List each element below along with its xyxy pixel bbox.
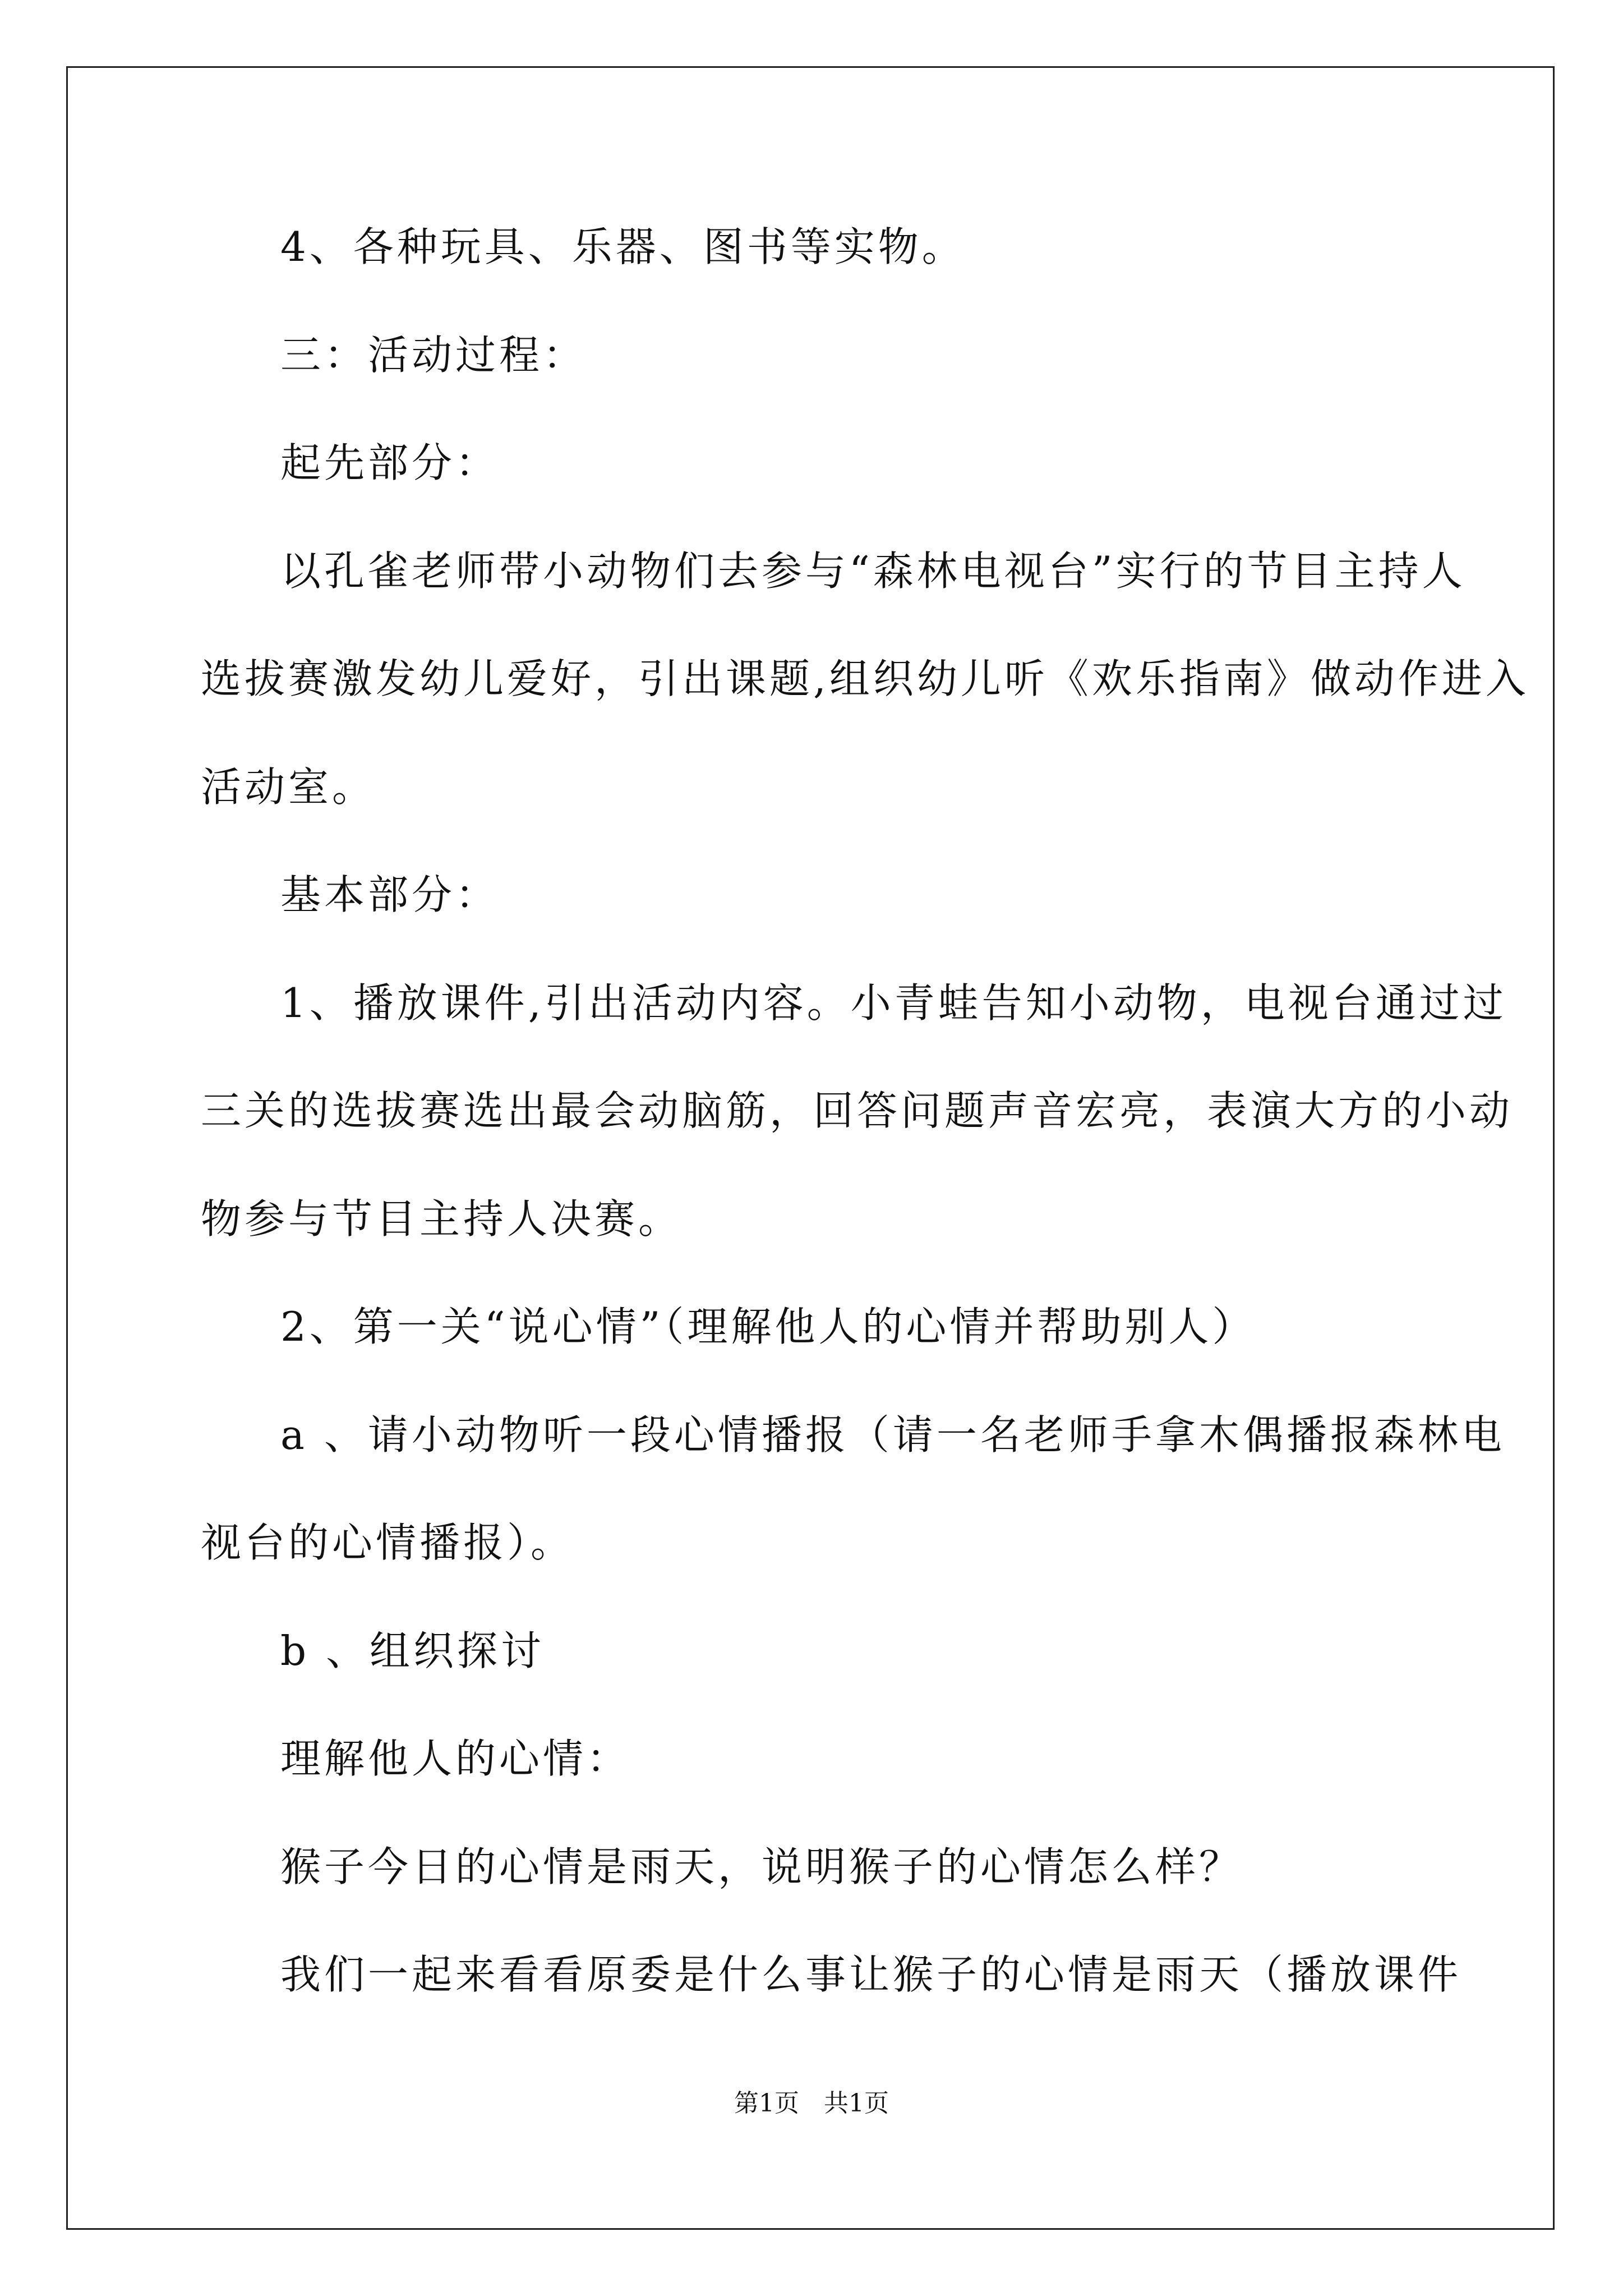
- text-line: 活动室。: [201, 763, 376, 811]
- text-line: 理解他人的心情：: [280, 1735, 631, 1782]
- text-line: 三关的选拔赛选出最会动脑筋，回答问题声音宏亮，表演大方的小动: [201, 1087, 1514, 1134]
- text-line: 4、各种玩具、乐器、图书等实物。: [280, 223, 966, 270]
- text-line: 物参与节目主持人决赛。: [201, 1195, 683, 1243]
- text-line: 视台的心情播报）。: [201, 1519, 575, 1566]
- text-line: 起先部分：: [280, 439, 500, 486]
- text-line: a 、请小动物听一段心情播报（请一名老师手拿木偶播报森林电: [280, 1411, 1505, 1458]
- text-line: 三：活动过程：: [280, 332, 587, 379]
- text-line: 2、第一关“说心情”（理解他人的心情并帮助别人）: [280, 1303, 1256, 1350]
- text-line: 我们一起来看看原委是什么事让猴子的心情是雨天（播放课件: [280, 1951, 1462, 1998]
- page-border: [66, 66, 1555, 2230]
- text-line: 以孔雀老师带小动物们去参与“森林电视台”实行的节目主持人: [280, 547, 1466, 595]
- text-line: 猴子今日的心情是雨天，说明猴子的心情怎么样？: [280, 1843, 1243, 1890]
- text-line: 1、播放课件,引出活动内容。小青蛙告知小动物，电视台通过过: [280, 979, 1507, 1027]
- text-line: 基本部分：: [280, 871, 500, 918]
- page-footer: 第1页 共1页: [734, 2089, 889, 2118]
- text-line: b 、组织探讨: [280, 1627, 545, 1674]
- text-line: 选拔赛激发幼儿爱好，引出课题,组织幼儿听《欢乐指南》做动作进入: [201, 655, 1529, 702]
